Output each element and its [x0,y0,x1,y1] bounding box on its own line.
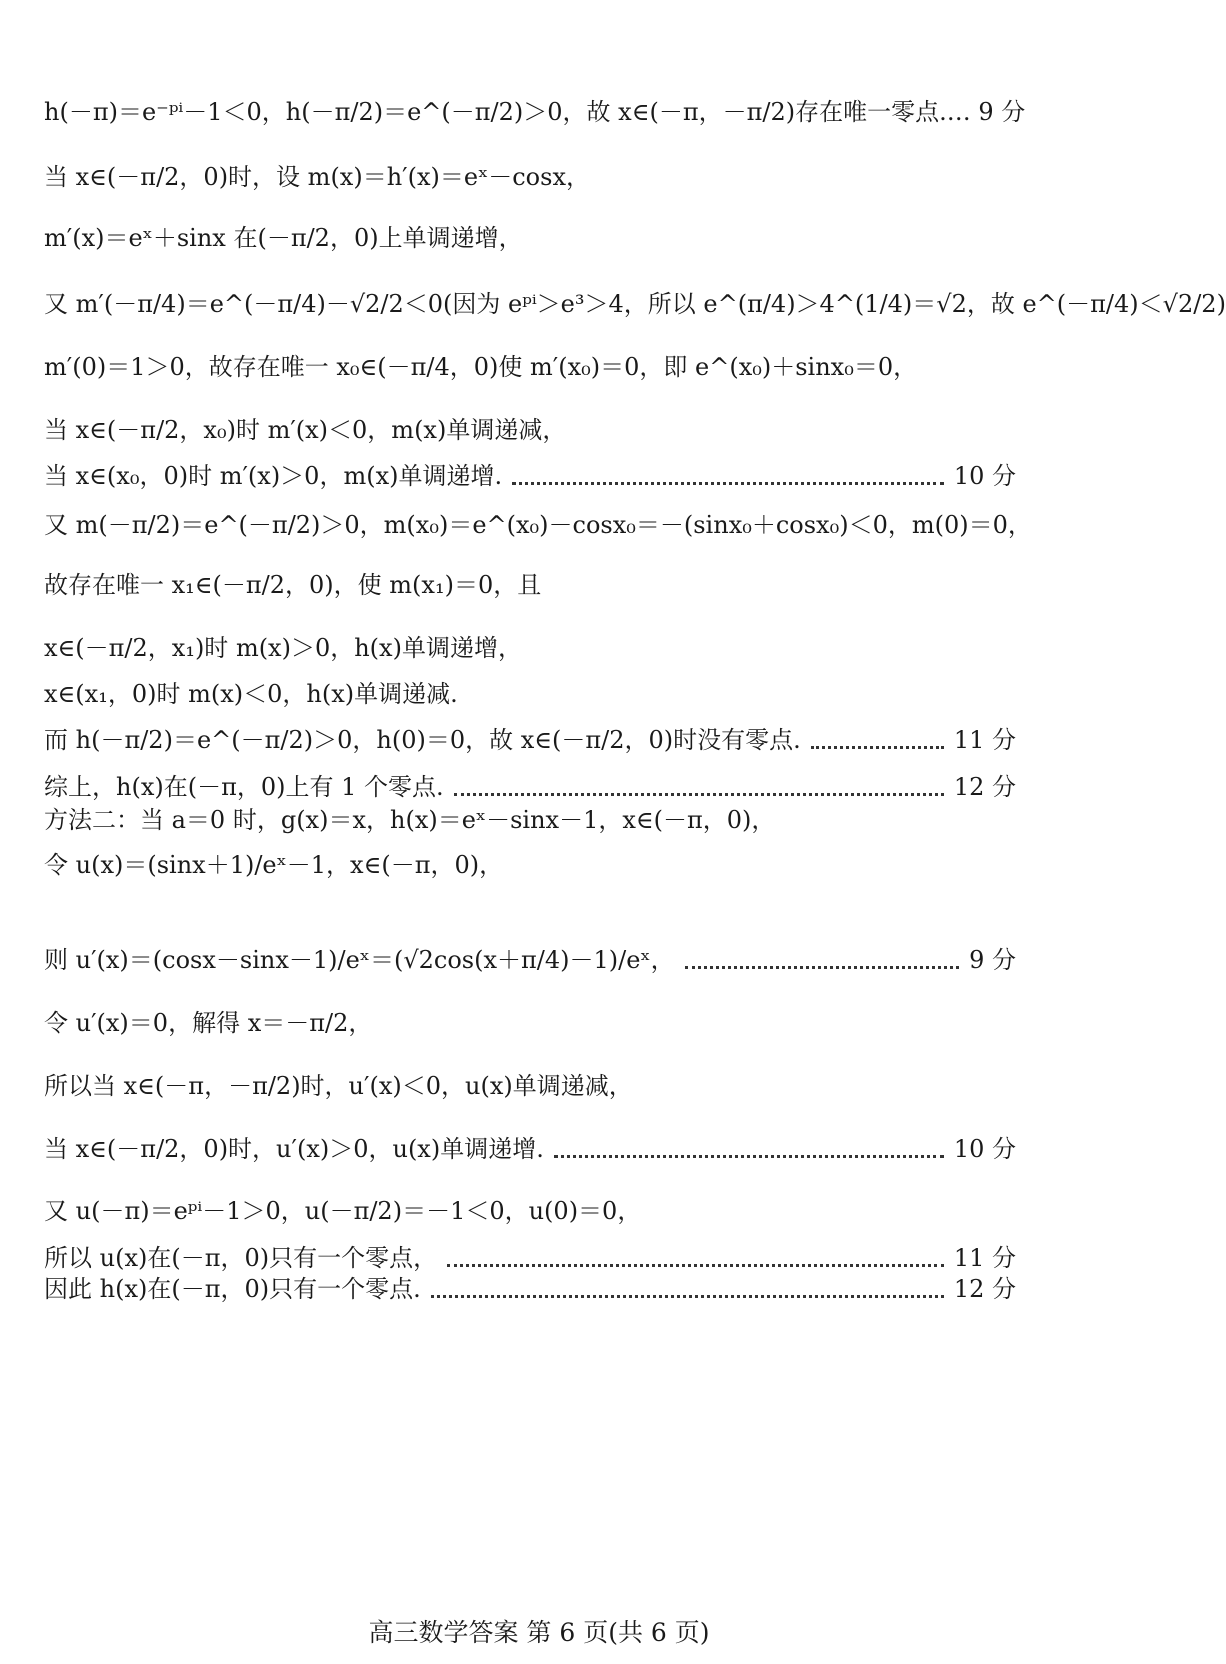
dot-leader [447,1262,944,1267]
solution-line: 又 m(－π/2)＝e^(－π/2)＞0，m(x₀)＝e^(x₀)－cosx₀＝－(sinx₀＋cosx₀)＜0，m(0)＝0， [44,511,1032,539]
score-label: 11 分 [953,726,1016,754]
score-label: 9 分 [969,946,1016,974]
solution-line: 而 h(－π/2)＝e^(－π/2)＞0，h(0)＝0，故 x∈(－π/2，0)时没有零点. 11 分 [44,726,1016,754]
solution-line: 又 m′(－π/4)＝e^(－π/4)－√2/2＜0(因为 eᵖⁱ＞e³＞4，所以 e^(π/4)＞4^(1/4)＝√2，故 e^(－π/4)＜√2/2) [44,290,1226,318]
dot-leader [454,791,944,796]
solution-line: 当 x∈(－π/2，x₀)时 m′(x)＜0，m(x)单调递减， [44,416,567,444]
score-label: 12 分 [953,773,1016,801]
solution-line: m′(0)＝1＞0，故存在唯一 x₀∈(－π/4，0)使 m′(x₀)＝0，即 e^(x₀)＋sinx₀＝0， [44,353,918,381]
dot-leader [431,1293,944,1298]
score-label: … 9 分 [946,98,1026,126]
solution-line: 当 x∈(－π/2，0)时，设 m(x)＝h′(x)＝eˣ－cosx， [44,163,590,191]
dot-leader [512,480,944,485]
solution-line: 当 x∈(－π/2，0)时，u′(x)＞0，u(x)单调递增. 10 分 [44,1135,1016,1163]
solution-line: 因此 h(x)在(－π，0)只有一个零点. 12 分 [44,1275,1016,1303]
solution-line: x∈(－π/2，x₁)时 m(x)＞0，h(x)单调递增， [44,634,522,662]
solution-line: 令 u′(x)＝0，解得 x＝－π/2， [44,1009,373,1037]
solution-line: 则 u′(x)＝(cosx－sinx－1)/eˣ＝(√2cos(x＋π/4)－1)/eˣ， 9 分 [44,946,1016,974]
solution-line: 当 x∈(x₀，0)时 m′(x)＞0，m(x)单调递增. 10 分 [44,462,1016,490]
page-footer: 高三数学答案 第 6 页(共 6 页) [368,1618,710,1647]
score-label: 10 分 [953,1135,1016,1163]
solution-line: 令 u(x)＝(sinx＋1)/eˣ－1，x∈(－π，0)， [44,851,504,879]
score-label: 12 分 [953,1275,1016,1303]
solution-line: 综上，h(x)在(－π，0)上有 1 个零点. 12 分 [44,773,1016,801]
solution-line: x∈(x₁，0)时 m(x)＜0，h(x)单调递减. [44,680,458,708]
solution-line: h(－π)＝e⁻ᵖⁱ－1＜0，h(－π/2)＝e^(－π/2)＞0，故 x∈(－π，－π/2)存在唯一零点. … 9 分 [44,98,1026,126]
score-label: 11 分 [953,1244,1016,1272]
solution-line: 故存在唯一 x₁∈(－π/2，0)，使 m(x₁)＝0，且 [44,571,542,599]
solution-line: 所以当 x∈(－π，－π/2)时，u′(x)＜0，u(x)单调递减， [44,1072,633,1100]
dot-leader [811,744,944,749]
dot-leader [685,964,959,969]
score-label: 10 分 [953,462,1016,490]
solution-line: 又 u(－π)＝eᵖⁱ－1＞0，u(－π/2)＝－1＜0，u(0)＝0， [44,1197,642,1225]
solution-line: 所以 u(x)在(－π，0)只有一个零点， 11 分 [44,1244,1016,1272]
solution-line: 方法二：当 a＝0 时，g(x)＝x，h(x)＝eˣ－sinx－1，x∈(－π，0)， [44,806,776,834]
dot-leader [554,1153,944,1158]
solution-line: m′(x)＝eˣ＋sinx 在(－π/2，0)上单调递增， [44,224,523,252]
